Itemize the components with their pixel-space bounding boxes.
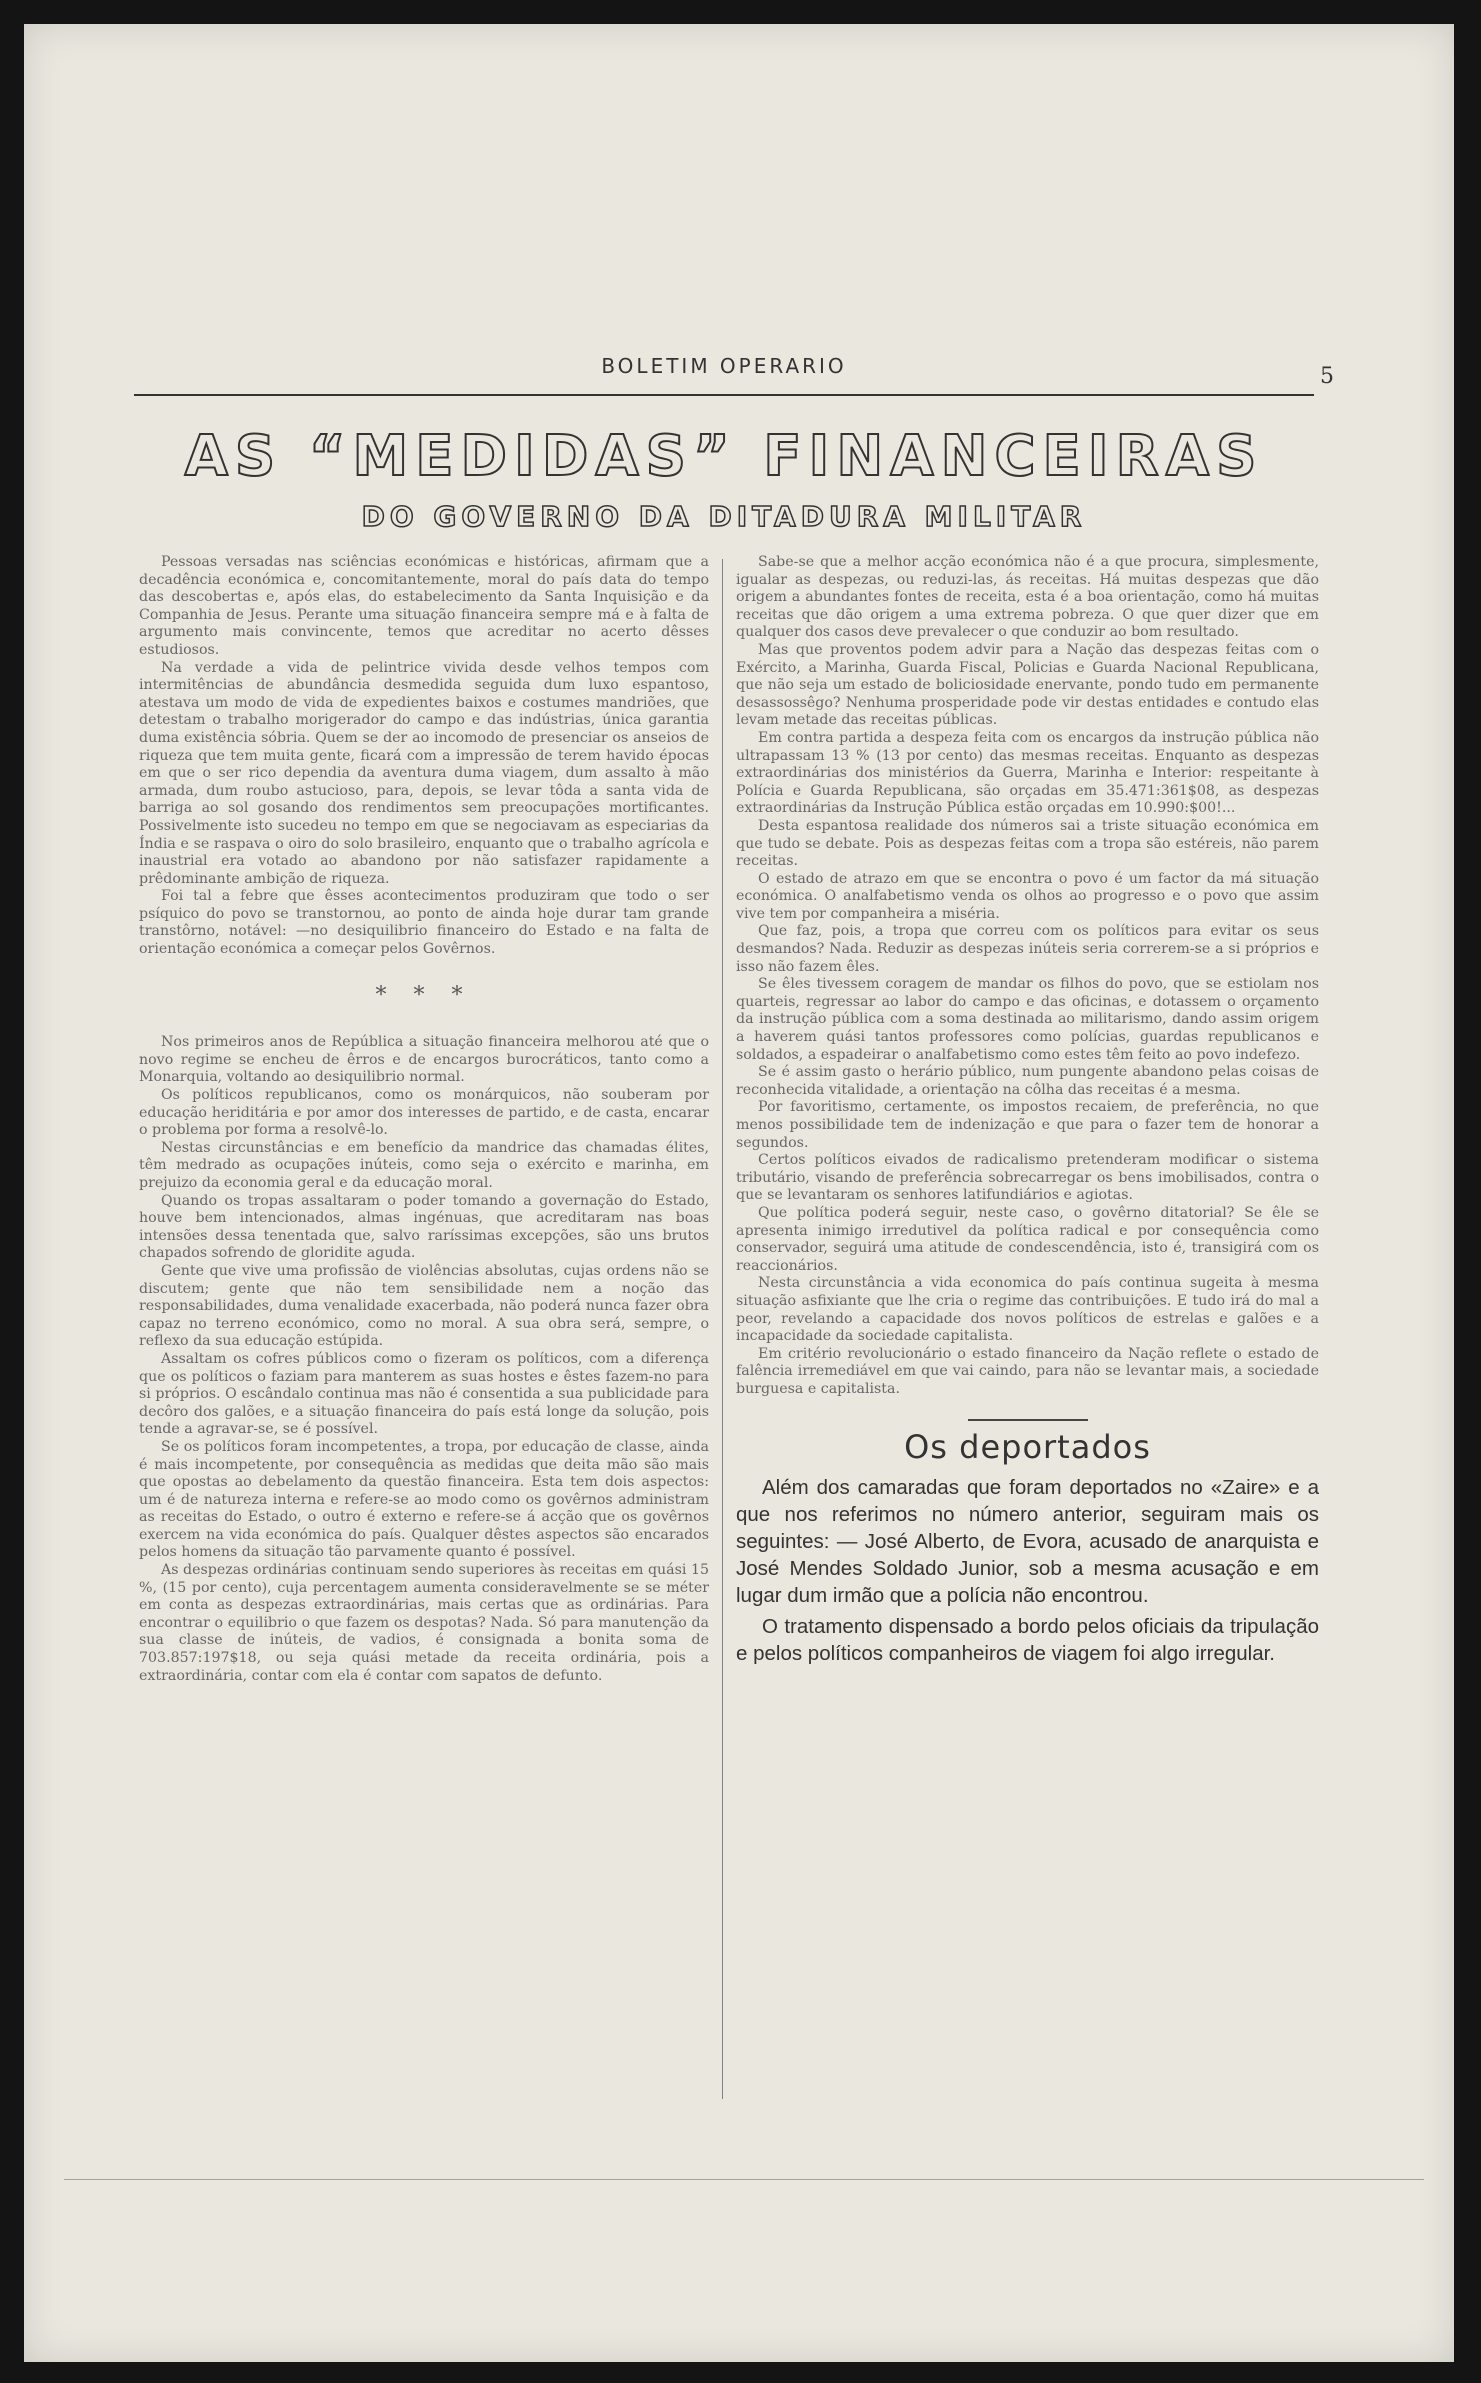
paragraph: Nos primeiros anos de República a situação financeira melhorou até que o novo regime se encheu de êrros e de encargos burocráticos, tanto como a Monarquia, voltando ao desiquilibrio normal. — [139, 1034, 709, 1086]
section-title-deportados: Os deportados — [904, 1427, 1151, 1466]
paragraph: Em contra partida a despeza feita com os encargos da instrução pública não ultrapassam 13 % (13 por cento) das mesmas receitas. Enquanto as despezas extraordinárias dos ministérios da Guerra, Marinha e Interior: respeitante à Polícia e Guarda Republicana, são orçadas em 35.471:361$08, as despezas extraordinárias da Instrução Pública estão orçadas em 10.990:$00!... — [736, 729, 1319, 817]
paragraph: Se êles tivessem coragem de mandar os filhos do povo, que se estiolam nos quarteis, regressar ao labor do campo e das oficinas, e dotassem o orçamento da instrução pública com a soma destinada ao militarismo, dando assim origem a haverem quási tantos professores como polícias, guardas republicanos e soldados, a espadeirar o analfabetismo como estes têm feito ao povo indefezo. — [736, 976, 1319, 1063]
paragraph: Foi tal a febre que êsses acontecimentos produziram que todo o ser psíquico do povo se transtornou, ao ponto de ainda hoje durar tam grande transtôrno, notável: —no desiquilibrio financeiro do Estado e na falta de orientação económica a começar pelos Govêrnos. — [139, 888, 709, 958]
paragraph: Desta espantosa realidade dos números sai a triste situação económica em que tudo se debate. Pois as despezas feitas com a tropa são estéreis, não parem receitas. — [736, 817, 1319, 870]
paragraph: Nestas circunstâncias e em benefício da mandrice das chamadas élites, têm medrado as ocupações inúteis, como seja o exército e marinha, em prejuizo da economia geral e da educação moral. — [139, 1139, 709, 1191]
paragraph: O tratamento dispensado a bordo pelos oficiais da tripulação e pelos políticos companheiros de viagem foi algo irregular. — [736, 1615, 1319, 1666]
paragraph: Assaltam os cofres públicos como o fizeram os políticos, com a diferença que os políticos o faziam para manterem as suas hostes e êstes fazem-no para si próprios. O escândalo continua mas não é consentida a sua publicidade para decôro dos galões, e a situação financeira do país está longe da solução, pois tende a agravar-se, se é possível. — [139, 1350, 709, 1438]
right-column — [736, 554, 1319, 1671]
page-header — [134, 354, 1334, 396]
paragraph: Além dos camaradas que foram deportados no «Zaire» e a que nos referimos no número anterior, seguiram mais os seguintes: — José Alberto, de Evora, acusado de anarquista e José Mendes Soldado Junior, sob a mesma acusação e em lugar dum irmão que a polícia não encontrou. — [736, 1476, 1319, 1608]
newspaper-page — [24, 24, 1454, 2362]
paragraph: Certos políticos eivados de radicalismo pretenderam modificar o sistema tributário, visando de preferência sobrecarregar os bens imobilisados, contra o que se levantaram os senhores latifundiários e agiotas. — [736, 1152, 1319, 1204]
paragraph: Quando os tropas assaltaram o poder tomando a governação do Estado, houve bem intencionados, almas ingénuas, que acreditaram nas boas intensões dessa tenentada que, salvo raríssimas excepções, são uns brutos chapados sofrendo de gloridite aguda. — [139, 1192, 709, 1262]
running-title: BOLETIM OPERARIO — [601, 354, 847, 378]
paragraph: Por favoritismo, certamente, os impostos recaiem, de preferência, no que menos possibilidade tem de indenização e que para o fazer tem de honorar a segundos. — [736, 1099, 1319, 1151]
section-rule — [968, 1419, 1088, 1421]
paragraph: Nesta circunstância a vida economica do país continua sugeita à mesma situação asfixiante que lhe cria o regime das contribuições. E tudo irá do mal a peor, revelando a capacidade dos novos políticos de estrelas e galões e a incapacidade da sociedade capitalista. — [736, 1275, 1319, 1345]
paragraph: Que faz, pois, a tropa que correu com os políticos para evitar os seus desmandos? Nada. Reduzir as despezas inúteis seria correrem-se a si próprios e isso não fazem êles. — [736, 923, 1319, 975]
section-body — [736, 1474, 1319, 1667]
paragraph: Na verdade a vida de pelintrice vivida desde velhos tempos com intermitências de abundância desmedida seguida dum luxo espantoso, atestava um modo de vida de expedientes baixos e costumes mandriões, que detestam o trabalho morigerador do campo e das indústrias, única garantia duma existência sóbria. Quem se der ao incomodo de presenciar os anseios de riqueza que tem muita gente, ficará com a impressão de terem havido épocas em que o ser rico dependia da aventura duma viagem, dum assalto à mão armada, dum roubo astucioso, para, depois, se levar tôda a santa vida de barriga ao sol gosando dos rendimentos sem preocupações mortificantes. Possivelmente isto sucedeu no tempo em que se negociavam as especiarias da Índia e se raspava o oiro do solo brasileiro, enquanto que o trabalho agrícola e inaustrial era votado ao abandono por não satisfazer rapidamente a prêdominante ambição de riqueza. — [139, 659, 709, 887]
section-separator-stars: * * * — [375, 982, 473, 1008]
article-headline: AS “MEDIDAS” FINANCEIRAS — [184, 424, 1264, 489]
paragraph: Os políticos republicanos, como os monárquicos, não souberam por educação heriditária e por amor dos interesses de partido, e de casta, encarar o problema por forma a resolvê-lo. — [139, 1087, 709, 1139]
paragraph: Pessoas versadas nas sciências económicas e históricas, afirmam que a decadência económica e, concomitantemente, moral do país data do tempo das descobertas e, após elas, do estabelecimento da Santa Inquisição e da Companhia de Jesus. Perante uma situação financeira sempre má e à falta de argumento mais convincente, temos que acreditar no acerto dêsses estudiosos. — [139, 554, 709, 658]
paragraph: Mas que proventos podem advir para a Nação das despezas feitas com o Exército, a Marinha, Guarda Fiscal, Policias e Guarda Nacional Republicana, que não seja um estado de boliciosidade enervante, pondo tudo em permanente desassossêgo? Nenhuma prosperidade pode vir destas entidades e contudo elas levam metade das receitas públicas. — [736, 641, 1319, 729]
paragraph: As despezas ordinárias continuam sendo superiores às receitas em quási 15 %, (15 por cento), cuja percentagem aumenta consideravelmente se se méter em conta as despezas extraordinárias, mais certas que as ordinárias. Para encontrar o equilibrio o que fazem os despotas? Nada. Só para manutenção da sua classe de inúteis, de vadios, é consignada a bonita soma de 703.857:197$18, ou seja quási metade da receita ordinária, pois a extraordinária, contar com ela é contar com sapatos de defunto. — [139, 1562, 710, 1684]
paragraph: Se é assim gasto o herário público, num pungente abandono pelas coisas de reconhecida vitalidade, a orientação na côlha das receitas é a mesma. — [736, 1064, 1319, 1098]
left-column — [139, 554, 709, 1685]
paragraph: Gente que vive uma profissão de violências absolutas, cujas ordens não se discutem; gente que não tem sensibilidade nem a noção das responsabilidades, duma venalidade exacerbada, não poderá nunca fazer obra capaz no terreno económico, como no moral. A sua obra será, sempre, o reflexo da sua educação estúpida. — [139, 1262, 709, 1350]
page-number: 5 — [1320, 364, 1334, 389]
article-subheadline: DO GOVERNO DA DITADURA MILITAR — [361, 500, 1087, 533]
column-divider — [722, 559, 723, 2099]
paragraph: Em critério revolucionário o estado financeiro da Nação reflete o estado de falência irremediável em que vai caindo, para não se levantar mais, a sociedade burguesa e capitalista. — [736, 1345, 1319, 1397]
page-bottom-rule — [64, 2179, 1424, 2180]
paragraph: Sabe-se que a melhor acção económica não é a que procura, simplesmente, igualar as despezas, ou reduzi-las, ás receitas. Há muitas despezas que dão origem a abundantes fontes de receita, esta é a boa orientação, como há muitas receitas que dão origem a uma extrema pobreza. O que quer dizer que em qualquer dos casos deve prevalecer o que conduzir ao bom resultado. — [736, 554, 1319, 641]
paragraph: Se os políticos foram incompetentes, a tropa, por educação de classe, ainda é mais incompetente, por consequência as medidas que deita mão são mais que opostas ao debelamento da questão financeira. Esta tem dois aspectos: um é de natureza interna e refere-se ao modo como os govêrnos administram as receitas do Estado, o outro é externo e refere-se á acção que os govêrnos exercem na vida económica do país. Qualquer dêstes aspectos são encarados pelos homens da situação tão parvamente quanto é possível. — [139, 1438, 709, 1561]
paragraph: O estado de atrazo em que se encontra o povo é um factor da má situação económica. O analfabetismo venda os olhos ao progresso e o povo que assim vive tem por companheira a miséria. — [736, 870, 1319, 922]
paragraph: Que política poderá seguir, neste caso, o govêrno ditatorial? Se êle se apresenta inimigo irredutivel da política radical e por consequência como conservador, seguirá uma atitude de condescendência, isto é, transigirá com os reaccionários. — [736, 1204, 1319, 1274]
